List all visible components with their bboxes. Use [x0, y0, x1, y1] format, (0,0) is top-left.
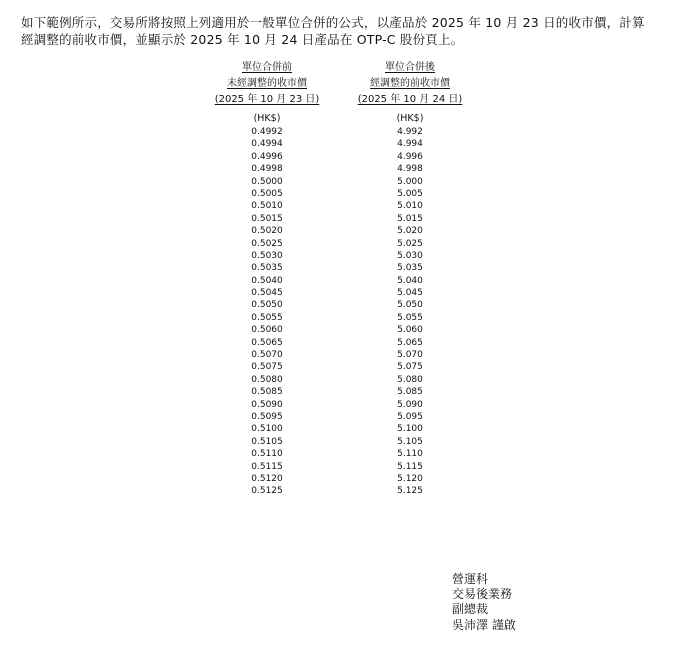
post-value-cell: 5.030 [397, 250, 423, 261]
post-value-cell: 5.070 [397, 350, 423, 361]
pre-value-cell: 0.5090 [251, 399, 283, 410]
pre-value-cell: 0.5035 [251, 263, 283, 274]
post-value-cell: 5.025 [397, 238, 423, 249]
pre-value-cell: 0.5015 [251, 213, 283, 224]
post-consolidation-column [335, 60, 485, 498]
pre-value-cell: 0.5060 [251, 325, 283, 336]
post-header-line-3: (2025 年 10 月 24 日) [357, 94, 463, 105]
pre-value-cell: 0.5000 [251, 176, 283, 187]
pre-value-cell: 0.5105 [251, 436, 283, 447]
pre-value-cell: 0.5070 [251, 350, 283, 361]
signature-title: 副總裁 [452, 602, 489, 617]
pre-value-cell: 0.5085 [251, 387, 283, 398]
pre-value-cell: 0.5100 [251, 424, 283, 435]
post-value-cell: 4.996 [397, 151, 423, 162]
pre-value-cell: 0.5065 [251, 337, 283, 348]
pre-header-line-3: (2025 年 10 月 23 日) [214, 94, 320, 105]
pre-value-cell: 0.5020 [251, 226, 283, 237]
pre-value-cell: 0.4992 [251, 127, 283, 137]
post-value-cell: 5.045 [397, 288, 423, 299]
post-value-cell: 4.992 [397, 127, 423, 137]
post-value-cell: 5.125 [397, 486, 423, 497]
pre-header-line-1: 單位合併前 [242, 62, 292, 73]
pre-value-cell: 0.5120 [251, 473, 283, 484]
post-value-cell: 5.080 [397, 374, 423, 385]
pre-consolidation-column [192, 60, 342, 498]
pre-value-cell: 0.4998 [251, 164, 283, 175]
post-value-cell: 5.015 [397, 213, 423, 224]
signature-division: 交易後業務 [452, 587, 513, 602]
pre-value-cell: 0.5040 [251, 275, 283, 286]
post-value-cell: 5.100 [397, 424, 423, 435]
pre-value-cell: 0.5080 [251, 374, 283, 385]
post-value-cell: 5.110 [397, 449, 423, 460]
pre-value-cell: 0.5125 [251, 486, 283, 497]
post-header-line-1: 單位合併後 [385, 62, 435, 73]
pre-value-cell: 0.5045 [251, 288, 283, 299]
pre-value-cell: 0.5025 [251, 238, 283, 249]
post-value-cell: 5.055 [397, 312, 423, 323]
pre-value-cell: 0.5005 [251, 188, 283, 199]
post-value-cell: 5.120 [397, 473, 423, 484]
pre-value-cell: 0.5075 [251, 362, 283, 373]
post-value-cell: 5.005 [397, 188, 423, 199]
pre-value-cell: 0.5095 [251, 411, 283, 422]
signature-name: 吳沛澤 謹啟 [452, 617, 516, 632]
post-header-line-2: 經調整的前收市價 [370, 78, 450, 89]
intro-line-1: 如下範例所示，交易所將按照上列適用於一般單位合併的公式，以產品於 2025 年 10 月 23 日的收市價，計算 [21, 15, 645, 30]
post-value-cell: 5.050 [397, 300, 423, 311]
pre-value-cell: 0.5110 [251, 449, 283, 460]
pre-value-cell: 0.4994 [251, 139, 283, 150]
pre-value-cell: 0.5115 [251, 461, 283, 472]
pre-value-cell: 0.5055 [251, 312, 283, 323]
post-value-cell: 5.020 [397, 226, 423, 237]
post-value-cell: 5.040 [397, 275, 423, 286]
post-value-cell: 5.095 [397, 411, 423, 422]
post-value-cell: 4.994 [397, 139, 423, 150]
pre-unit-label: (HK$) [253, 113, 281, 124]
post-value-cell: 5.075 [397, 362, 423, 373]
post-value-cell: 5.065 [397, 337, 423, 348]
pre-value-cell: 0.5030 [251, 250, 283, 261]
pre-values-list [192, 126, 342, 498]
signature-block [452, 572, 516, 633]
post-value-cell: 5.115 [397, 461, 423, 472]
post-value-cell: 4.998 [397, 164, 423, 175]
post-value-cell: 5.105 [397, 436, 423, 447]
post-value-cell: 5.035 [397, 263, 423, 274]
post-value-cell: 5.085 [397, 387, 423, 398]
post-value-cell: 5.060 [397, 325, 423, 336]
intro-paragraph [21, 14, 671, 48]
post-value-cell: 5.000 [397, 176, 423, 187]
post-value-cell: 5.090 [397, 399, 423, 410]
pre-value-cell: 0.5050 [251, 300, 283, 311]
pre-value-cell: 0.5010 [251, 201, 283, 212]
pre-value-cell: 0.4996 [251, 151, 283, 162]
intro-line-2: 經調整的前收市價，並顯示於 2025 年 10 月 24 日產品在 OTP-C 股份頁上。 [21, 32, 464, 47]
post-values-list [335, 126, 485, 498]
pre-header-line-2: 未經調整的收市價 [227, 78, 307, 89]
post-value-cell: 5.010 [397, 201, 423, 212]
signature-department: 營運科 [452, 572, 489, 586]
post-unit-label: (HK$) [396, 113, 424, 124]
